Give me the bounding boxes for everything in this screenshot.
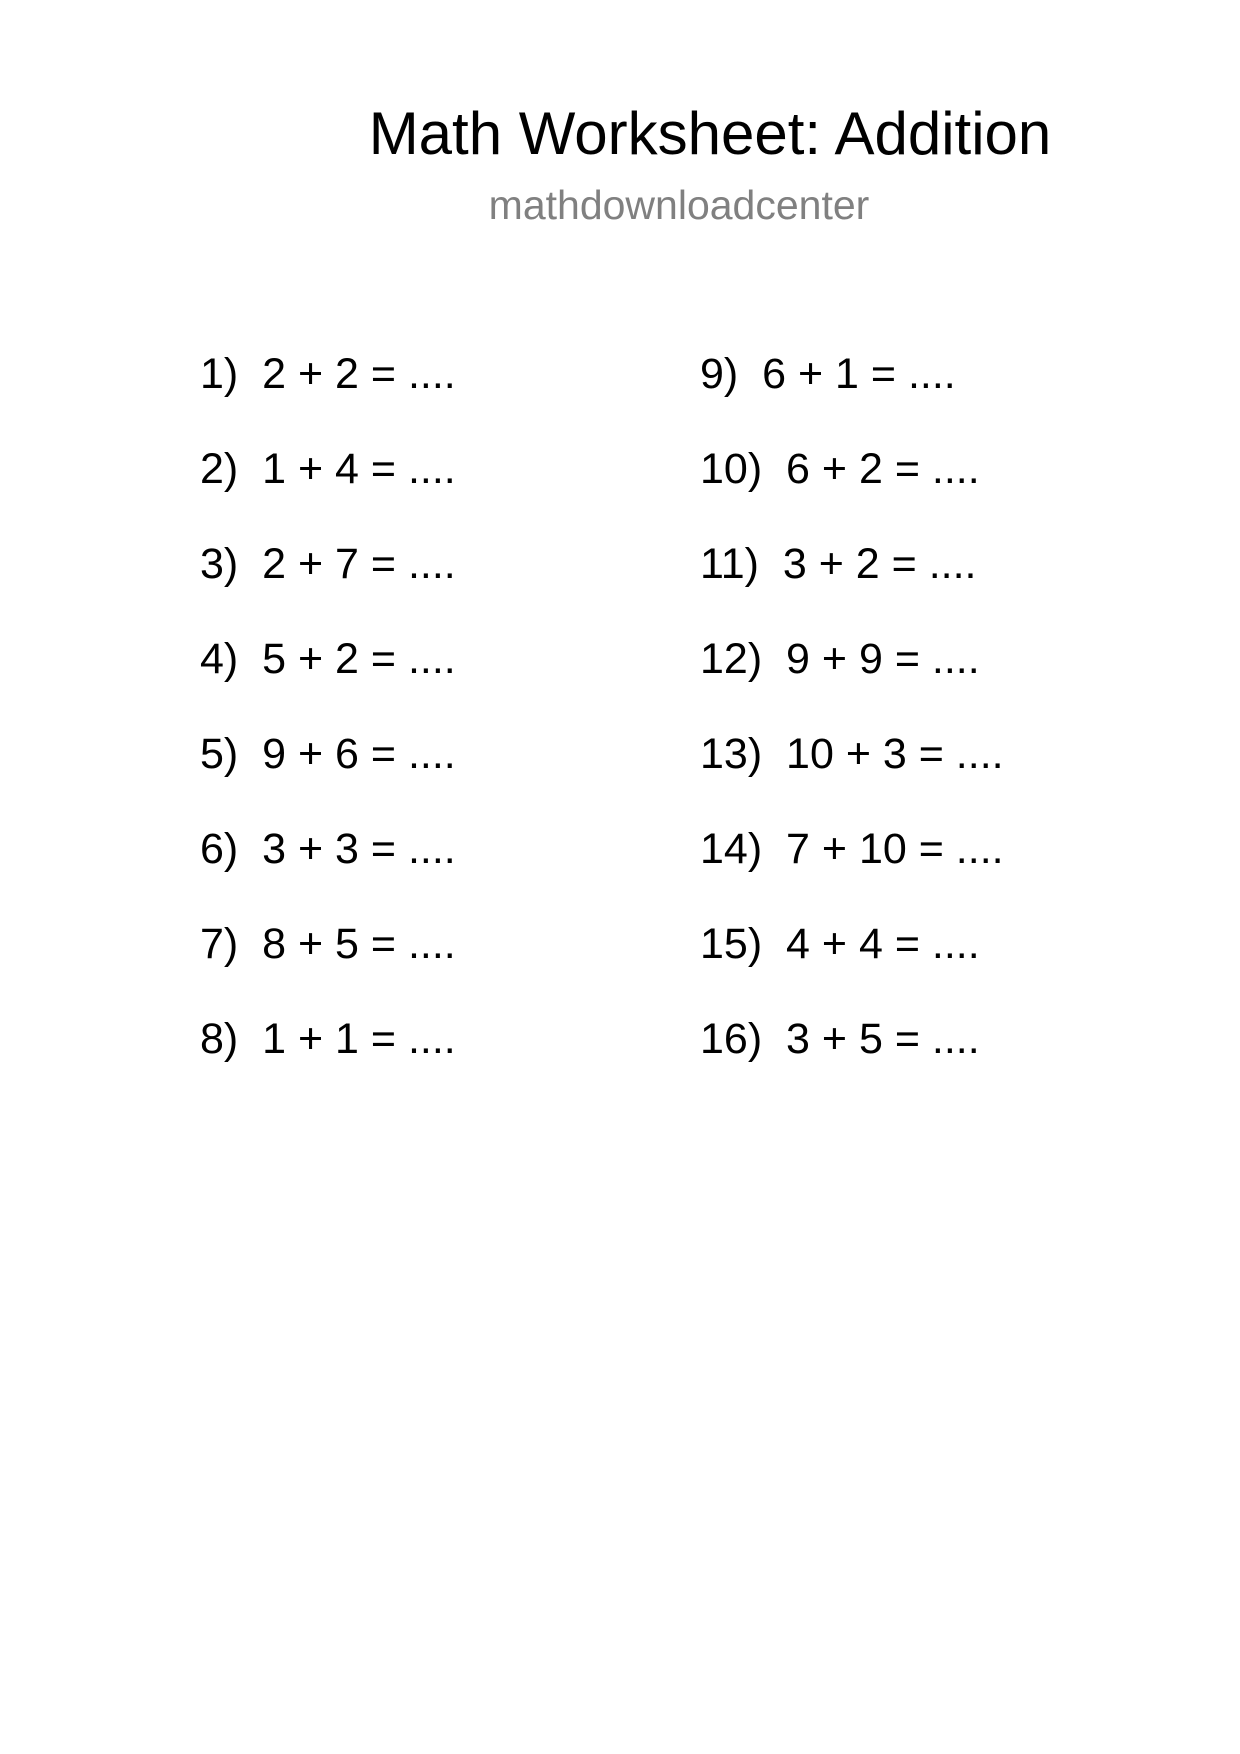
problem-8: 8) 1 + 1 = .... [200, 1015, 456, 1063]
page-subtitle: mathdownloadcenter [488, 182, 870, 228]
problem-16: 16) 3 + 5 = .... [700, 1015, 980, 1063]
problem-13: 13) 10 + 3 = .... [700, 730, 1004, 778]
problem-5: 5) 9 + 6 = .... [200, 730, 456, 778]
problem-4: 4) 5 + 2 = .... [200, 635, 456, 683]
problem-15: 15) 4 + 4 = .... [700, 920, 980, 968]
problem-7: 7) 8 + 5 = .... [200, 920, 456, 968]
problem-10: 10) 6 + 2 = .... [700, 445, 980, 493]
page-title: Math Worksheet: Addition [368, 100, 1052, 167]
problem-1: 1) 2 + 2 = .... [200, 350, 456, 398]
problem-2: 2) 1 + 4 = .... [200, 445, 456, 493]
problem-3: 3) 2 + 7 = .... [200, 540, 456, 588]
problem-11: 11) 3 + 2 = .... [700, 540, 977, 588]
problem-9: 9) 6 + 1 = .... [700, 350, 956, 398]
problem-14: 14) 7 + 10 = .... [700, 825, 1004, 873]
problem-12: 12) 9 + 9 = .... [700, 635, 980, 683]
problem-column-right [700, 349, 1004, 1109]
problem-6: 6) 3 + 3 = .... [200, 825, 456, 873]
problem-column-left [200, 349, 456, 1109]
